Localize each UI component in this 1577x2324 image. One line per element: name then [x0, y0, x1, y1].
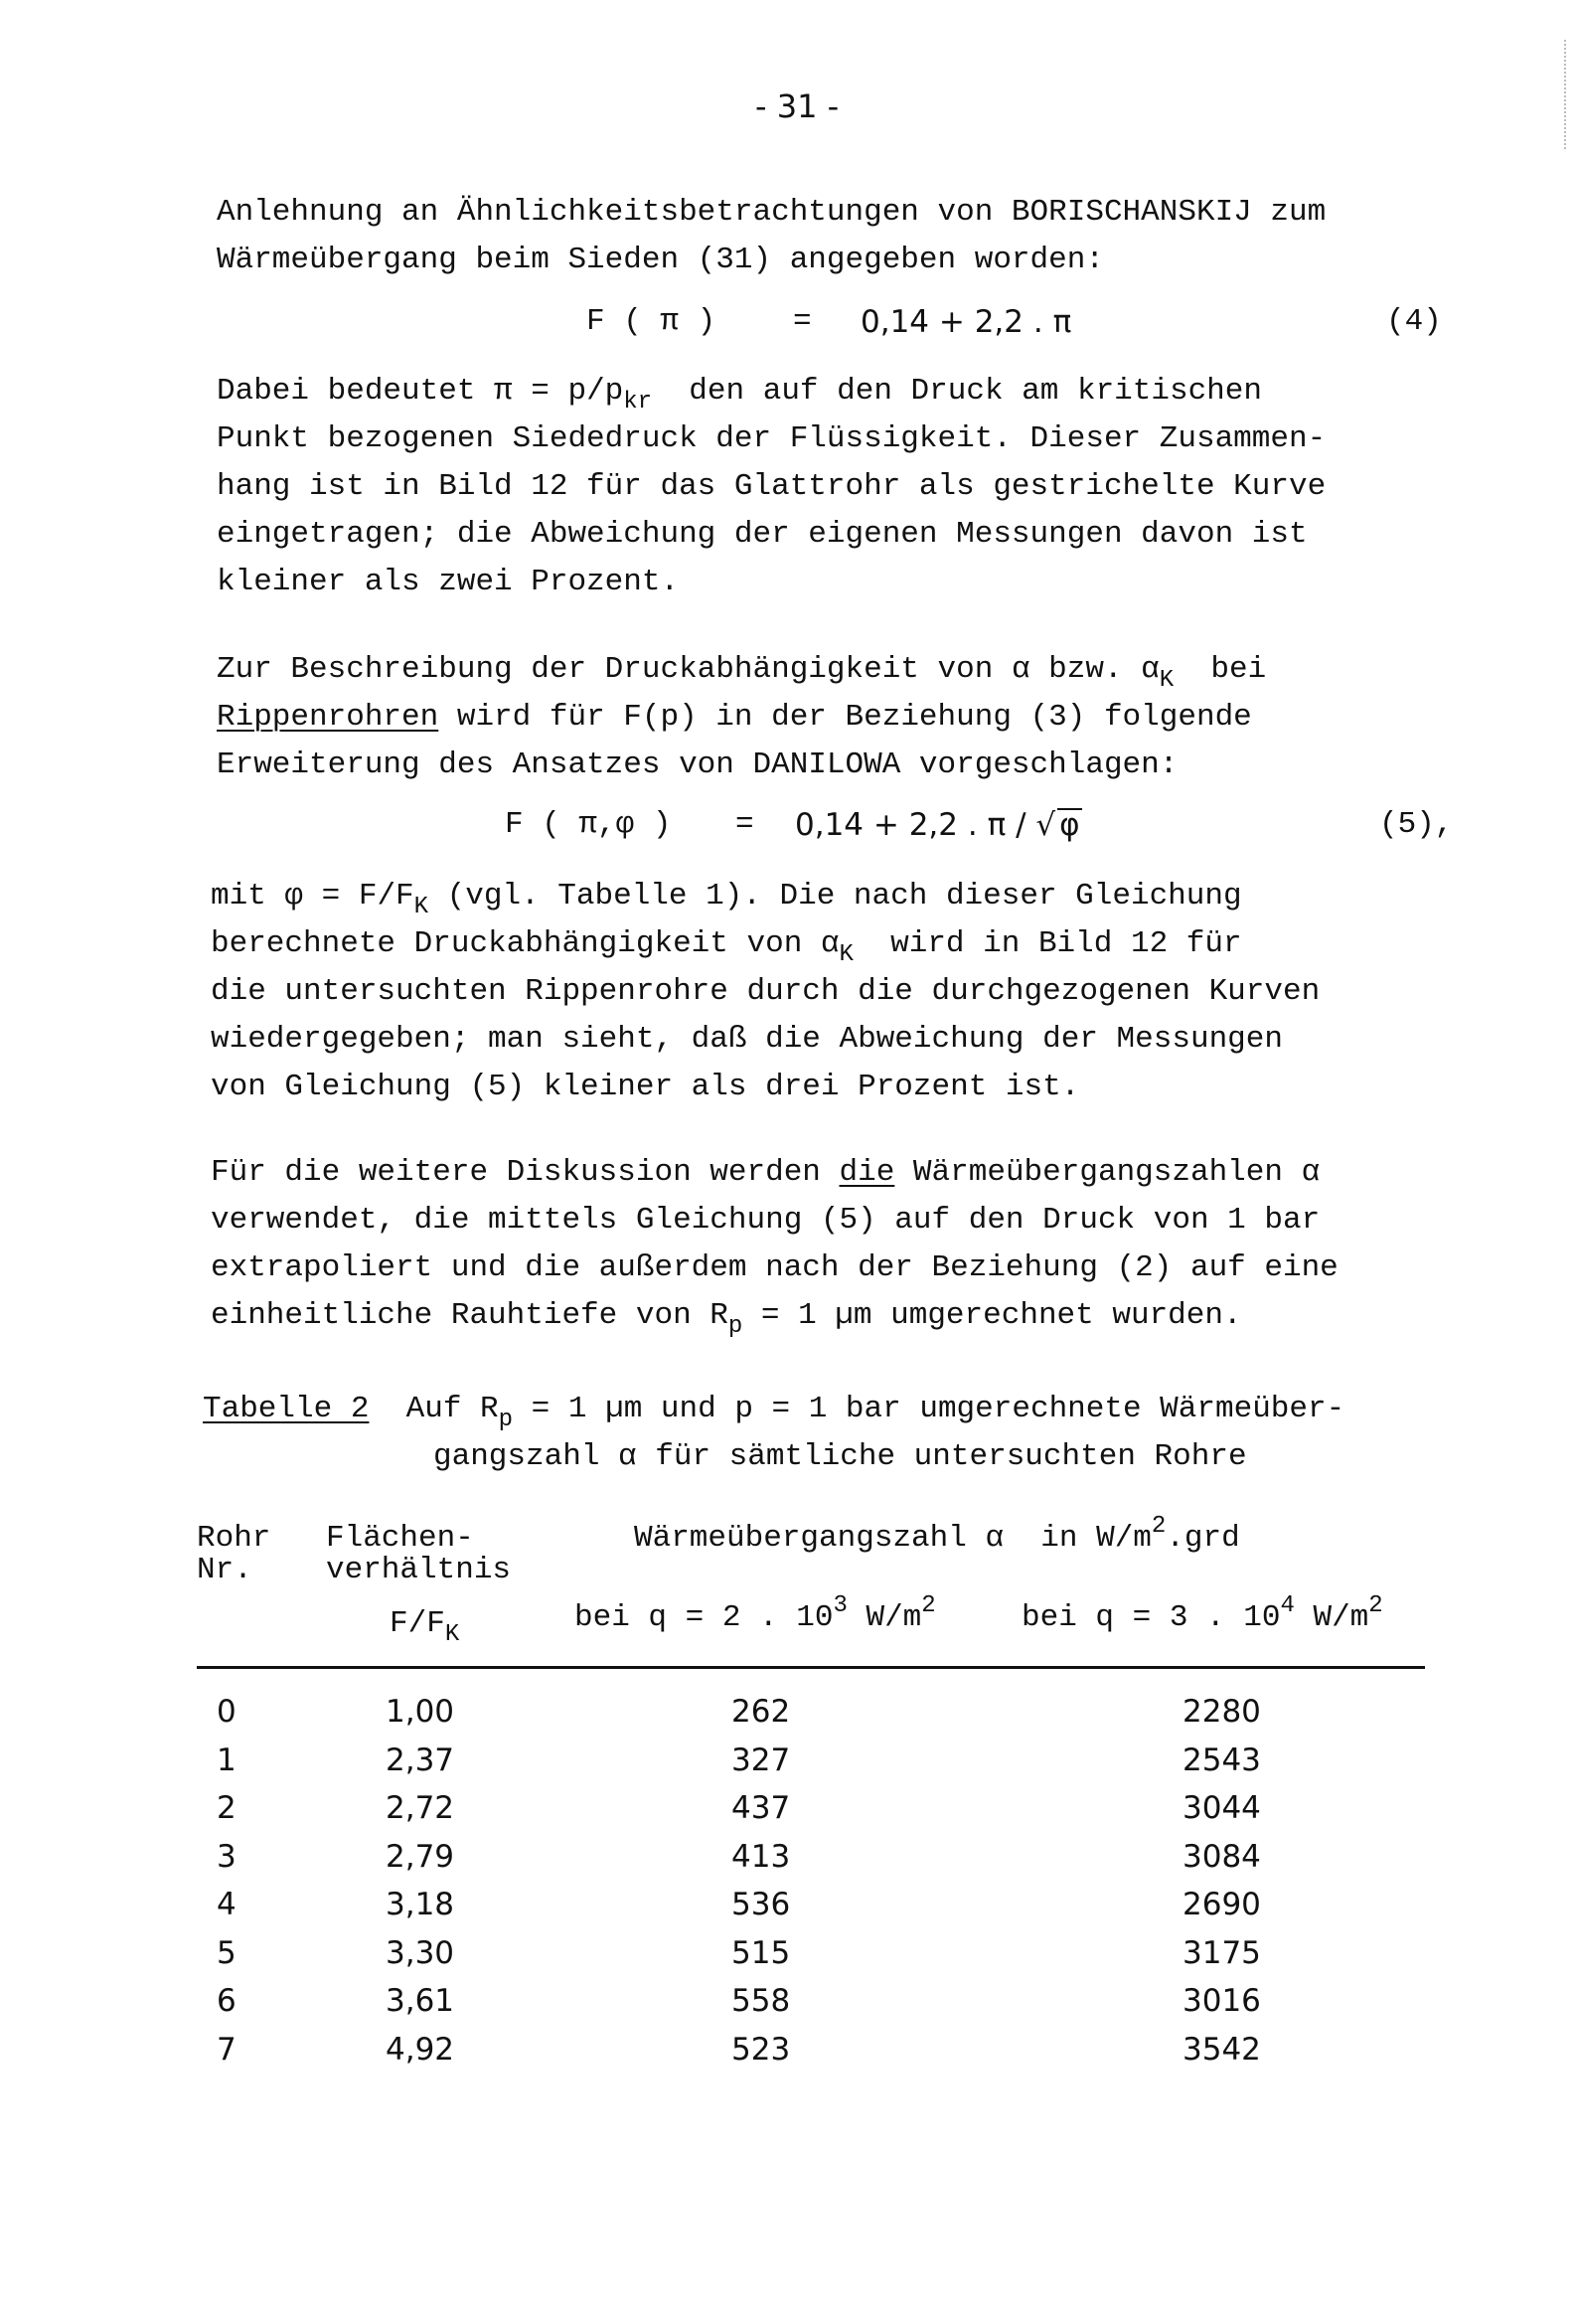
- table-cell-a1: 558: [731, 1983, 791, 2019]
- equation-number: (4): [1386, 304, 1442, 339]
- underlined-term: Rippenrohren: [217, 700, 439, 735]
- table-cell-ratio: 1,00: [386, 1694, 455, 1730]
- equation-number: (5),: [1379, 807, 1454, 842]
- phi-symbol: φ: [284, 879, 304, 913]
- text-line: Erweiterung des Ansatzes von DANILOWA vorgeschlagen:: [217, 747, 1179, 782]
- header-rohr: Rohr: [197, 1521, 271, 1556]
- text-line: Dabei bedeutet $\pi = p/p_{kr}$ den auf den Druck am kritischen: [217, 374, 1262, 415]
- table-rule: [197, 1666, 1425, 1669]
- header-flaechen: Flächen-: [326, 1521, 474, 1556]
- table-cell-nr: 1: [217, 1742, 237, 1778]
- text-line: hang ist in Bild 12 für das Glattrohr als gestrichelte Kurve: [217, 469, 1327, 504]
- equation-rhs: 0,14 + 2,2 . π: [861, 304, 1072, 340]
- header-q2: bei q = 3 . $10^4$ $W/m^2$: [1022, 1592, 1383, 1635]
- table-cell-ratio: 2,79: [386, 1838, 455, 1875]
- caption-line: Tabelle 2 Auf $R_p = 1$ µm und p = 1 bar umgerechnete Wärmeüber-: [203, 1392, 1345, 1433]
- table-cell-a2: 3175: [1183, 1934, 1261, 1971]
- table-cell-nr: 0: [217, 1694, 237, 1730]
- table-cell-a2: 2543: [1183, 1742, 1261, 1778]
- table-cell-a1: 327: [731, 1742, 791, 1778]
- text-line: einheitliche Rauhtiefe von $R_p = 1$ µm umgerechnet wurden.: [211, 1298, 1242, 1340]
- equation-lhs: F ( π,φ ): [505, 807, 672, 842]
- table-cell-nr: 5: [217, 1934, 237, 1971]
- text-line: eingetragen; die Abweichung der eigenen Messungen davon ist: [217, 517, 1308, 552]
- text-line: Wärmeübergang beim Sieden (31) angegeben worden:: [217, 243, 1104, 277]
- table-cell-ratio: 3,18: [386, 1887, 455, 1922]
- table-cell-nr: 6: [217, 1983, 237, 2019]
- alpha-symbol: α: [1011, 652, 1030, 687]
- equation-lhs: F ( π ): [586, 304, 716, 339]
- table-cell-a2: 3044: [1183, 1790, 1261, 1826]
- text-line: mit $\varphi = F/F_K$ (vgl. Tabelle 1). Die nach dieser Gleichung: [211, 879, 1242, 920]
- table-cell-a1: 262: [731, 1694, 791, 1730]
- table-cell-a2: 2690: [1183, 1887, 1261, 1922]
- text-line: extrapoliert und die außerdem nach der Beziehung (2) auf eine: [211, 1250, 1339, 1285]
- page-number: - 31 -: [755, 87, 840, 125]
- table-label: Tabelle 2: [203, 1392, 370, 1426]
- header-q1: bei q = 2 . $10^3$ $W/m^2$: [574, 1592, 936, 1635]
- table-cell-ratio: 3,61: [386, 1983, 455, 2019]
- table-cell-nr: 2: [217, 1790, 237, 1826]
- text-line: Anlehnung an Ähnlichkeitsbetrachtungen von BORISCHANSKIJ zum: [217, 195, 1327, 230]
- header-ffk: $F/F_K$: [390, 1606, 460, 1648]
- text-line: Rippenrohren wird für F(p) in der Beziehung (3) folgende: [217, 700, 1252, 735]
- table-cell-a1: 515: [731, 1934, 791, 1971]
- pi-symbol: π: [494, 374, 513, 409]
- text-line: wiedergegeben; man sieht, daß die Abweichung der Messungen: [211, 1022, 1283, 1057]
- text-line: Punkt bezogenen Siededruck der Flüssigkeit. Dieser Zusammen-: [217, 421, 1327, 456]
- table-cell-a2: 3016: [1183, 1983, 1261, 2019]
- sqrt-radicand: φ: [1059, 807, 1080, 843]
- header-waerme: Wärmeübergangszahl α in $W/m^2.grd$: [634, 1513, 1240, 1556]
- table-cell-a2: 3084: [1183, 1838, 1261, 1875]
- equation-equals: =: [793, 304, 812, 339]
- table-cell-a2: 3542: [1183, 2031, 1261, 2068]
- underlined-term: die: [839, 1155, 895, 1190]
- text-line: berechnete Druckabhängigkeit von $\alpha_K$ wird in Bild 12 für: [211, 926, 1242, 968]
- text-line: kleiner als zwei Prozent.: [217, 565, 680, 599]
- equation-rhs: 0,14 + 2,2 . π / √ φ: [795, 807, 1080, 843]
- table-cell-a1: 523: [731, 2031, 791, 2068]
- text-line: von Gleichung (5) kleiner als drei Prozent ist.: [211, 1070, 1080, 1104]
- scan-margin-mark: [1564, 40, 1567, 149]
- header-verhaeltnis: verhältnis: [326, 1553, 512, 1587]
- text-line: Für die weitere Diskussion werden die Wärmeübergangszahlen α: [211, 1155, 1321, 1190]
- text-line: die untersuchten Rippenrohre durch die durchgezogenen Kurven: [211, 974, 1321, 1009]
- table-cell-ratio: 3,30: [386, 1934, 455, 1971]
- table-cell-ratio: 4,92: [386, 2031, 455, 2068]
- text-line: verwendet, die mittels Gleichung (5) auf den Druck von 1 bar: [211, 1203, 1321, 1238]
- table-cell-nr: 3: [217, 1838, 237, 1875]
- table-cell-ratio: 2,72: [386, 1790, 455, 1826]
- table-cell-ratio: 2,37: [386, 1742, 455, 1778]
- table-cell-a1: 536: [731, 1887, 791, 1922]
- equation-equals: =: [735, 807, 754, 842]
- table-cell-nr: 4: [217, 1887, 237, 1922]
- text-line: Zur Beschreibung der Druckabhängigkeit von α bzw. $\alpha_K$ bei: [217, 652, 1267, 694]
- table-cell-a2: 2280: [1183, 1694, 1261, 1730]
- table-cell-nr: 7: [217, 2031, 237, 2068]
- caption-line: gangszahl α für sämtliche untersuchten Rohre: [433, 1439, 1247, 1474]
- table-cell-a1: 413: [731, 1838, 791, 1875]
- table-cell-a1: 437: [731, 1790, 791, 1826]
- header-nr: Nr.: [197, 1553, 252, 1587]
